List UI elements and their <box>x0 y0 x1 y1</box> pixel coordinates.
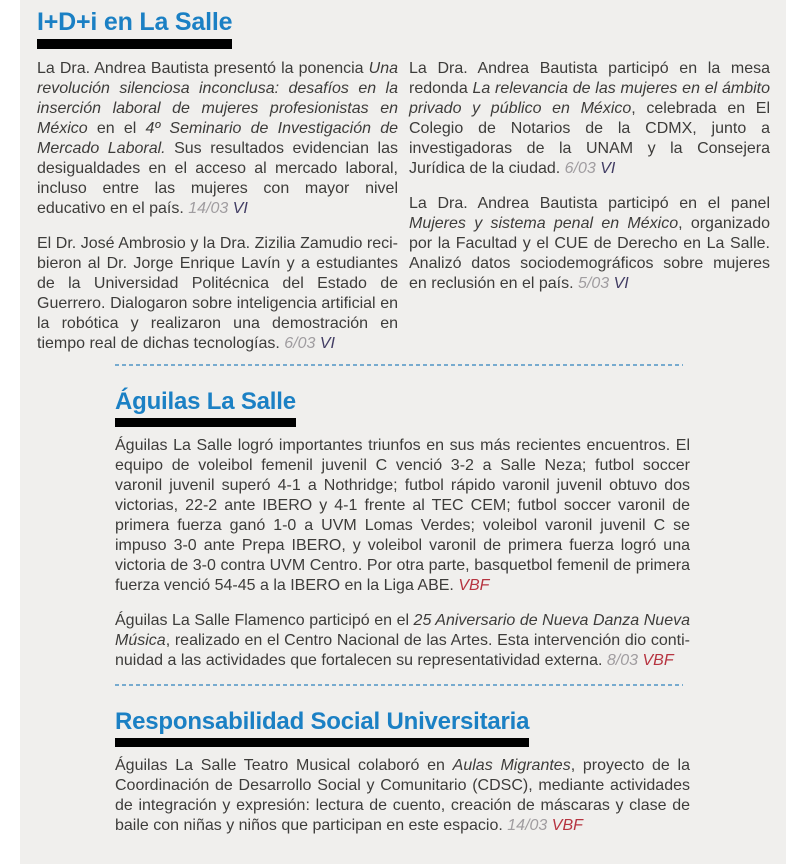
paragraph-idi-4 <box>409 194 770 294</box>
section-idi <box>20 0 786 354</box>
dashed-separator <box>115 684 683 686</box>
text-segment: Águilas La Salle Flamenco participó en el <box>115 612 414 629</box>
text-segment: , organizado por la Facultad y el CUE de Derecho en La Salle. Analizó datos sociodemográficos sobre mujeres en reclusión en el país. <box>409 215 770 292</box>
source-tag: VI <box>319 335 335 352</box>
text-segment: El Dr. José Ambrosio y la Dra. Zizilia Zamudio recibieron al Dr. Jorge Enrique Lavín y a estudiantes de la Universidad Politécnica del Estado de Guerrero. Dialogaron sobre inteligencia artificial en la robótica y realizaron una demostración en tiempo real de dichas tecnologías. <box>37 235 398 352</box>
title-underline-bar <box>115 738 529 747</box>
paragraph-idi-2 <box>37 234 398 354</box>
section-aguilas <box>115 388 690 671</box>
text-segment: en el <box>87 120 146 137</box>
left-column <box>37 59 398 354</box>
text-segment: Sus resultados evidencian las desigualdades en el acceso al mercado laboral, incluso entre las mujeres con mayor nivel educativo en el país. <box>37 140 399 217</box>
section-title-aguilas: Águilas La Salle <box>115 388 296 415</box>
section-heading-rsu <box>115 708 529 747</box>
source-tag: VBF <box>642 652 674 669</box>
text-segment: La Dra. Andrea Bautista participó en la mesa redonda <box>409 60 770 97</box>
title-underline-bar <box>115 418 296 427</box>
source-tag: VI <box>613 275 629 292</box>
section-title-idi: I+D+i en La Salle <box>37 8 233 36</box>
text-segment: La Dra. Andrea Bautista participó en el panel <box>409 195 770 212</box>
section-heading-idi <box>37 8 232 49</box>
section-title-rsu: Responsabilidad Social Universitaria <box>115 708 530 735</box>
source-tag: VI <box>232 200 248 217</box>
paragraph-rsu-1 <box>115 756 690 836</box>
paragraph-idi-3 <box>409 59 770 179</box>
date-stamp: 5/03 <box>578 275 610 292</box>
text-segment: , proyecto de la Coordinación de Desarrollo Social y Comunitario (CDSC), mediante actividades de integración y expresión: lectura de cuento, creación de máscaras y clase de baile con niñas y niños que participan en este espacio. <box>115 757 691 834</box>
newsletter-page <box>20 0 786 864</box>
right-column <box>409 59 770 354</box>
paragraph-aguilas-2 <box>115 611 690 671</box>
source-tag: VBF <box>458 577 490 594</box>
text-segment: Aulas Migrantes <box>452 757 571 774</box>
text-segment: , realizado en el Centro Nacional de las Artes. Esta intervención dio continuidad a las actividades que fortalecen su representatividad externa. <box>115 632 690 669</box>
section-body <box>115 436 690 671</box>
date-stamp: 8/03 <box>606 652 639 669</box>
date-stamp: 14/03 <box>507 817 548 834</box>
section-body <box>115 756 690 836</box>
source-tag: VI <box>600 160 616 177</box>
section-heading-aguilas <box>115 388 296 427</box>
date-stamp: 14/03 <box>188 200 229 217</box>
text-segment: La relevancia de las mujeres en el ámbito privado y público en México <box>409 80 770 117</box>
text-segment: La Dra. Andrea Bautista presentó la ponencia <box>37 60 369 77</box>
text-segment: 25 Aniversario de Nueva Danza Nueva Música <box>115 612 690 649</box>
text-segment: Una revolución silenciosa inconclusa: desafíos en la inserción laboral de mujeres profesionistas en México <box>37 60 398 137</box>
text-segment: Águilas La Salle Teatro Musical colaboró en <box>115 757 453 774</box>
text-segment: 4º Seminario de Investigación de Mercado Laboral. <box>37 120 398 157</box>
date-stamp: 6/03 <box>284 335 316 352</box>
text-segment: Águilas La Salle logró importantes triunfos en sus más recientes encuentros. El equipo de voleibol femenil juvenil C venció 3-2 a Salle Neza; futbol soccer varonil juvenil superó 4-1 a Nothridge; futbol rápido varonil juvenil obtuvo dos victorias, 22-2 ante IBERO y 4-1 frente al TEC CEM; futbol soccer varonil de primera fuerza ganó 1-0 a UVM Lomas Verdes; voleibol varonil juvenil C se impuso 3-0 ante Prepa IBERO, y voleibol varonil de primera fuerza logró una victoria de 3-0 contra UVM Centro. Por otra parte, basquetbol femenil de primera fuerza venció 54-45 a la IBERO en la Liga ABE. <box>115 437 690 594</box>
dashed-separator <box>115 364 683 366</box>
two-column-area <box>37 59 770 354</box>
text-segment: , celebrada en El Colegio de Notarios de la CDMX, junto a investigadoras de la UNAM y la Consejera Jurídica de la ciudad. <box>409 100 771 177</box>
source-tag: VBF <box>551 817 583 834</box>
date-stamp: 6/03 <box>564 160 596 177</box>
title-underline-bar <box>37 39 232 49</box>
paragraph-idi-1 <box>37 59 398 219</box>
paragraph-aguilas-1 <box>115 436 690 596</box>
section-rsu <box>115 708 690 836</box>
text-segment: Mujeres y sistema penal en México <box>409 215 679 232</box>
